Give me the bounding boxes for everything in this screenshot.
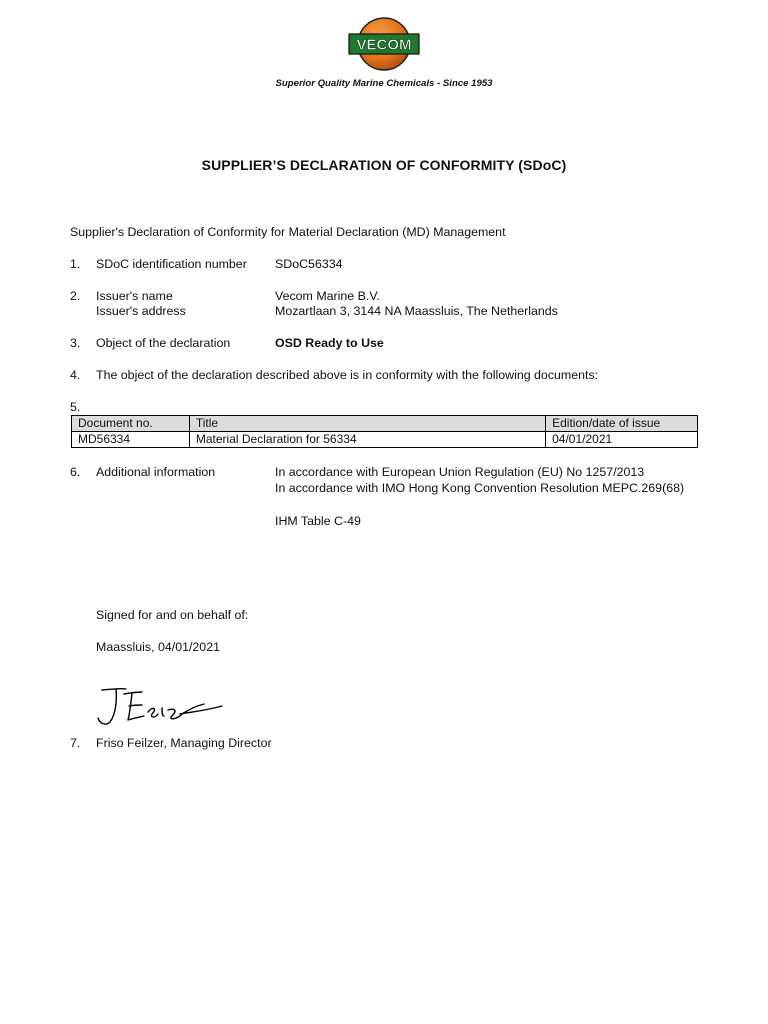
conformity-statement: The object of the declaration described above is in conformity with the following documents:	[96, 368, 599, 382]
sdoc-id-label: SDoC identification number	[96, 257, 247, 271]
cell-document-no: MD56334	[72, 432, 190, 448]
svg-text:VECOM: VECOM	[356, 36, 412, 54]
intro-text: Supplier's Declaration of Conformity for Material Declaration (MD) Management	[70, 225, 506, 239]
sdoc-id-value: SDoC56334	[275, 257, 343, 271]
additional-info-line-1: In accordance with European Union Regulation (EU) No 1257/2013	[275, 465, 645, 479]
item-number-6: 6.	[70, 465, 81, 479]
header-title: Title	[189, 416, 545, 432]
table-row	[72, 432, 698, 448]
table-header-row	[72, 416, 698, 432]
item-number-7: 7.	[70, 736, 81, 750]
item-number-3: 3.	[70, 336, 81, 350]
additional-info-line-3: IHM Table C-49	[275, 514, 361, 528]
item-number-4: 4.	[70, 368, 81, 382]
vecom-logo	[346, 16, 422, 72]
object-label: Object of the declaration	[96, 336, 231, 350]
signed-for-text: Signed for and on behalf of:	[96, 608, 249, 622]
additional-info-line-2: In accordance with IMO Hong Kong Convention Resolution MEPC.269(68)	[275, 481, 685, 495]
issuer-address-value: Mozartlaan 3, 3144 NA Maassluis, The Netherlands	[275, 304, 558, 318]
issuer-name-value: Vecom Marine B.V.	[275, 289, 380, 303]
signatory-name: Friso Feilzer, Managing Director	[96, 736, 272, 750]
issuer-name-label: Issuer's name	[96, 289, 173, 303]
cell-title: Material Declaration for 56334	[189, 432, 545, 448]
object-value: OSD Ready to Use	[275, 336, 384, 350]
company-tagline: Superior Quality Marine Chemicals - Since 1953	[275, 78, 493, 89]
header-edition-date: Edition/date of issue	[546, 416, 698, 432]
item-number-1: 1.	[70, 257, 81, 271]
additional-info-label: Additional information	[96, 465, 216, 479]
item-number-2: 2.	[70, 289, 81, 303]
handwritten-signature	[96, 684, 226, 728]
place-date-text: Maassluis, 04/01/2021	[96, 640, 220, 654]
page-title: SUPPLIER’S DECLARATION OF CONFORMITY (SDoC)	[201, 157, 567, 173]
header-document-no: Document no.	[72, 416, 190, 432]
item-number-5: 5.	[70, 400, 81, 414]
issuer-address-label: Issuer's address	[96, 304, 186, 318]
documents-table	[71, 415, 698, 448]
cell-edition-date: 04/01/2021	[546, 432, 698, 448]
